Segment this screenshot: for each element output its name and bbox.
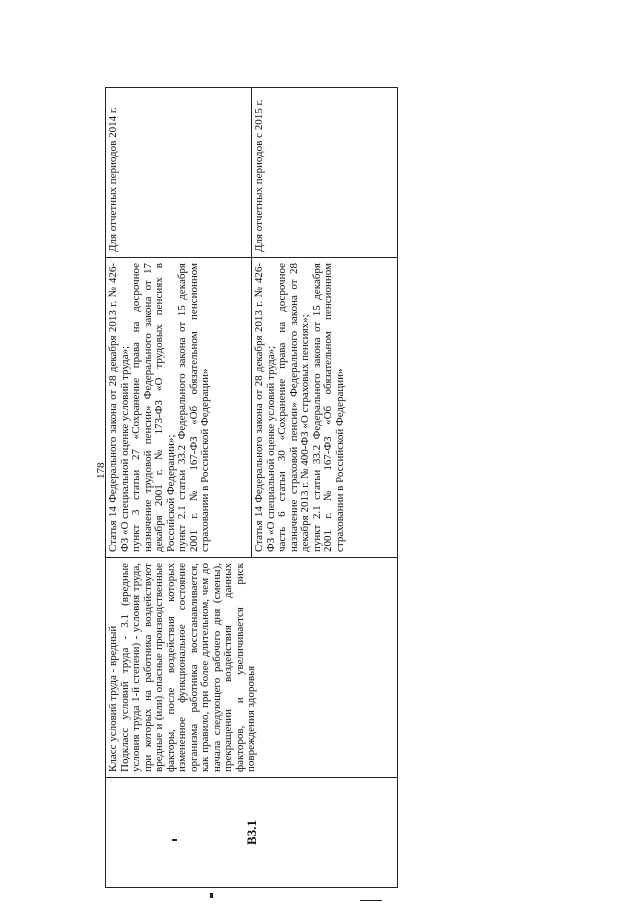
- legal-basis-line: пункт 2.1 статьи 33.2 Федерального закона от 15 декабря 2001 г. № 167-ФЗ «Об обязательном пенсионном страховании в Российской Федерации»: [176, 263, 211, 552]
- classification-table: [105, 87, 398, 888]
- reporting-period-text: Для отчетных периодов с 2015 г.: [253, 99, 265, 252]
- legal-basis-line: Статья 14 Федерального закона от 28 декабря 2013 г. № 426-ФЗ «О специальной оценке условий труда»;: [107, 263, 131, 552]
- legal-basis-line: часть 6 статьи 30 «Сохранение права на досрочное назначение страховой пенсии» Федерального закона от 28 декабря 2013 г. № 400-ФЗ «О страховых пенсиях»;: [276, 263, 311, 552]
- table-row: [106, 88, 252, 888]
- class-description-line: Подкласс условий труда - 3.1 (вредные условия труда 1-й степени) - условия труда, при которых на работника воздействуют вредные и (или) опасные производственные факторы, после воздействия которых измененное функциональное состояние организма работника восстанавливается, как правило, при более длительном, чем до начала следующего рабочего дня (смены), прекращении воздействия данных факторов, и увеличивается риск повреждения здоровья: [118, 563, 257, 772]
- class-code-cell: [106, 778, 398, 888]
- legal-basis-line: пункт 2.1 статьи 33.2 Федерального закона от 15 декабря 2001 г. № 167-ФЗ «Об обязательном пенсионном страховании в Российской Федерации»: [310, 263, 346, 552]
- reporting-period-cell: [106, 88, 252, 258]
- legal-basis-cell: [252, 258, 398, 558]
- class-description-cell: [106, 558, 398, 778]
- legal-basis-line: Статья 14 Федерального закона от 28 декабря 2013 г. № 426-ФЗ «О специальной оценке условий труда»;: [253, 263, 277, 552]
- scan-speck: [172, 839, 177, 841]
- legal-basis-cell: [106, 258, 252, 558]
- class-code: В3.1: [243, 820, 259, 845]
- legal-basis-line: пункт 3 статьи 27 «Сохранение права на досрочное назначение трудовой пенсии» Федерального закона от 17 декабря 2001 г. № 173-ФЗ «О трудовых пенсиях в Российской Федерации»;: [130, 263, 177, 552]
- reporting-period-cell: [252, 88, 398, 258]
- reporting-period-text: Для отчетных периодов 2014 г.: [107, 107, 119, 252]
- scan-speck: [210, 893, 213, 898]
- scan-speck: [360, 900, 382, 901]
- rotated-page-content: [105, 88, 397, 888]
- class-description-line: Класс условий труда - вредный: [107, 625, 119, 772]
- page-number: 178: [95, 462, 107, 479]
